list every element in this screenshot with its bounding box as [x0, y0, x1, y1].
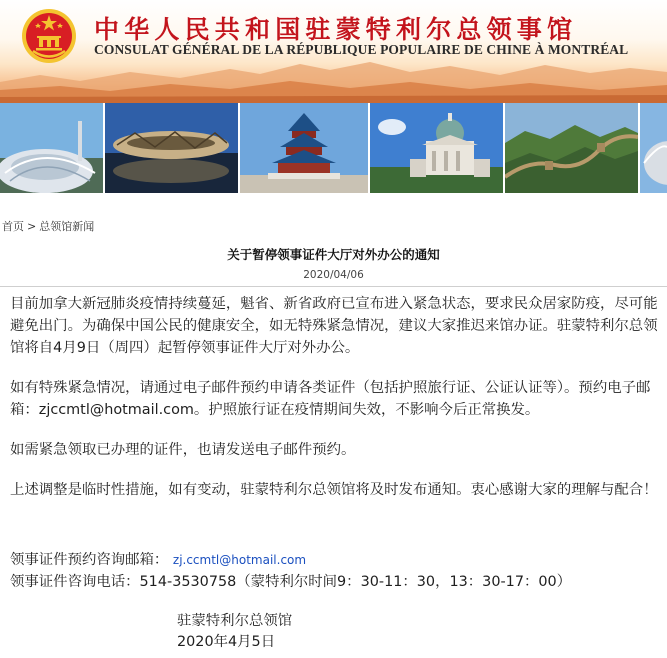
breadcrumb	[2, 218, 94, 234]
paragraph-4: 上述调整是临时性措施，如有变动，驻蒙特利尔总领馆将及时发布通知。衷心感谢大家的理解与配合！	[10, 482, 658, 498]
oratory-photo	[370, 103, 503, 193]
consulate-title-fr: CONSULAT GÉNÉRAL DE LA RÉPUBLIQUE POPULAIRE DE CHINE À MONTRÉAL	[94, 42, 629, 57]
divider	[0, 286, 667, 287]
national-emblem-icon	[20, 7, 78, 65]
great-wall-photo	[505, 103, 638, 193]
phone-line	[10, 571, 571, 593]
article-date: 2020/04/06	[303, 269, 364, 281]
email-link[interactable]: zj.ccmtl@hotmail.com	[172, 553, 307, 567]
breadcrumb-home-link[interactable]: 首页	[2, 220, 24, 233]
phone-value: 514-3530758（蒙特利尔时间9：30-11：30，13：30-17：00）	[139, 574, 572, 590]
paragraph-2: 如有特殊紧急情况，请通过电子邮件预约申请各类证件（包括护照旅行证、公证认证等）。预约电子邮箱：zjccmtl@hotmail.com。护照旅行证在疫情期间失效，不影响今后正常换发。	[10, 380, 651, 418]
signature	[177, 611, 292, 653]
phone-label: 领事证件咨询电话：	[10, 574, 140, 590]
birds-nest-photo	[105, 103, 238, 193]
signature-date: 2020年4月5日	[177, 634, 276, 650]
paragraph-1: 目前加拿大新冠肺炎疫情持续蔓延，魁省、新省政府已宣布进入紧急状态，要求民众居家防疫，尽可能避免出门。为确保中国公民的健康安全，如无特殊紧急情况，建议大家推迟来馆办证。驻蒙特利尔总领馆将自4月9日（周四）起暂停领事证件大厅对外办公。	[10, 296, 658, 356]
article-title: 关于暂停领事证件大厅对外办公的通知	[227, 247, 440, 262]
consulate-title-cn: 中华人民共和国驻蒙特利尔总领事馆	[94, 15, 578, 44]
email-label: 领事证件预约咨询邮箱：	[10, 552, 169, 568]
temple-of-heaven-photo	[240, 103, 368, 193]
paragraph-3: 如需紧急领取已办理的证件，也请发送电子邮件预约。	[10, 442, 356, 458]
photo-strip	[0, 103, 667, 193]
breadcrumb-news-link[interactable]: 总领馆新闻	[39, 220, 95, 233]
contact-info	[10, 549, 571, 593]
header-banner	[0, 0, 667, 103]
article-body	[10, 293, 660, 519]
breadcrumb-separator: >	[27, 220, 37, 233]
signature-org: 驻蒙特利尔总领馆	[177, 613, 293, 629]
stadium-edge-photo	[640, 103, 667, 193]
email-line	[10, 549, 571, 571]
stadium-photo	[0, 103, 103, 193]
